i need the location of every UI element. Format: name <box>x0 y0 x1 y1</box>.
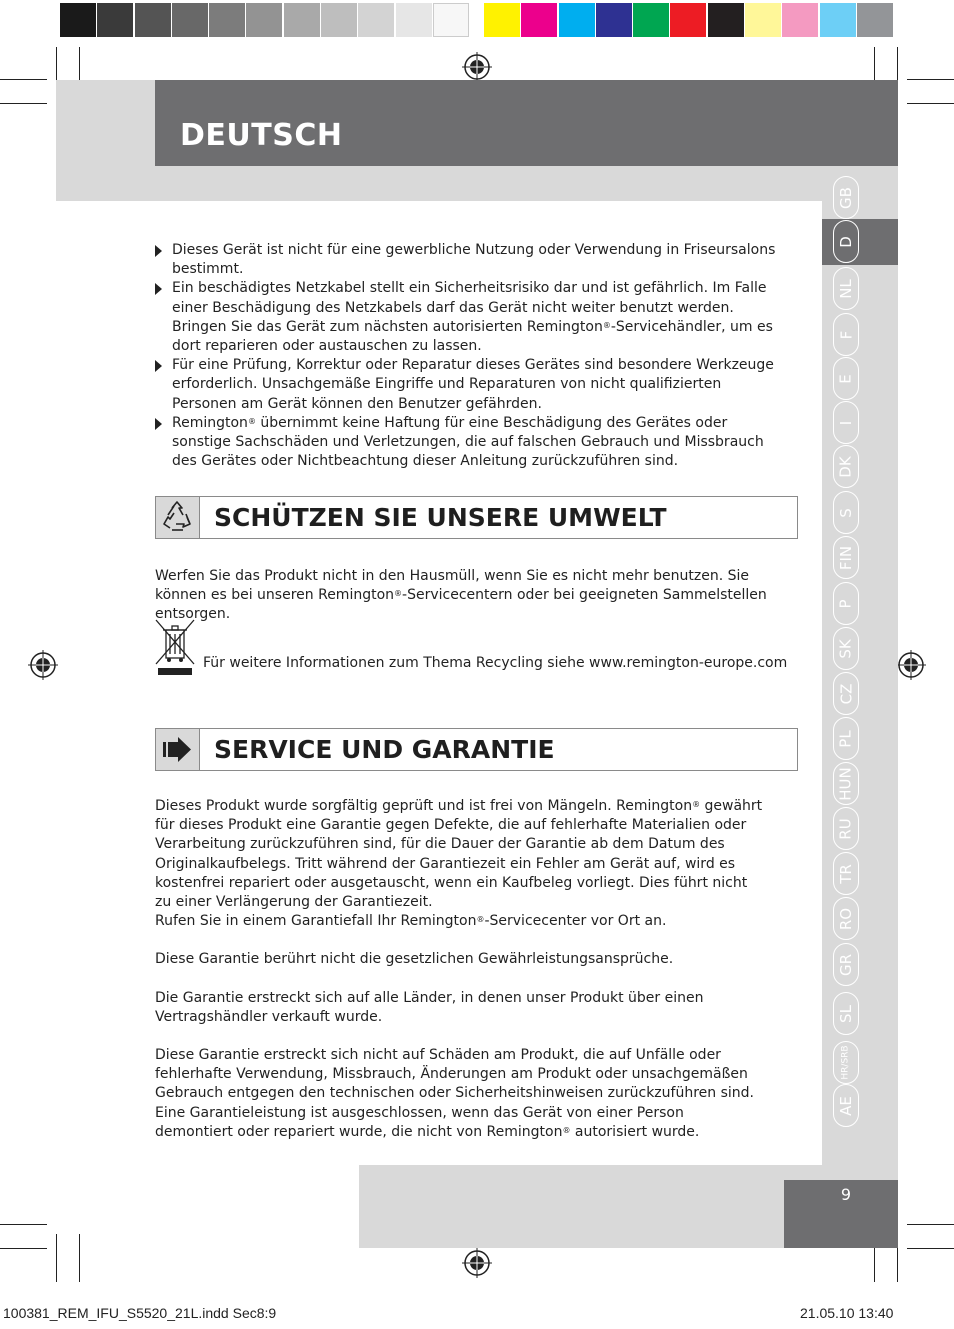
language-tab-label: D <box>837 235 855 248</box>
recycle-icon <box>156 497 200 538</box>
language-tab-label: CZ <box>837 683 855 704</box>
language-tab-label: E <box>836 373 855 384</box>
footer-datetime: 21.05.10 13:40 <box>800 1305 894 1321</box>
page-number: 9 <box>840 1185 852 1204</box>
language-tab-label: FIN <box>837 545 855 570</box>
section-environment-header <box>155 496 798 539</box>
recycling-info: Für weitere Informationen zum Thema Recycling siehe www.remington-europe.com <box>203 655 788 671</box>
language-tab-fin[interactable] <box>833 536 859 579</box>
service-paragraph: Diese Garantie erstreckt sich nicht auf Schäden am Produkt, die auf Unfälle oder fehlerhafte Verwendung, Missbrauch, Änderungen am Produkt oder unsachgemäßen Gebrauch entgegen den technischen oder Sicherheitshinweisen zurückzuführen sind. Eine Garantieleistung ist ausgeschlossen, wenn das Gerät von einer Person demontiert oder repariert wurde, die nicht von Remington® autorisiert wurde. <box>155 1047 754 1140</box>
language-tab-label: HUN <box>837 766 856 801</box>
registration-mark-icon <box>462 52 492 82</box>
color-calibration-bar <box>60 3 470 37</box>
list-item <box>155 279 785 356</box>
language-tab-gb[interactable] <box>833 176 859 219</box>
language-tab-ru[interactable] <box>833 807 859 850</box>
language-tab-nl[interactable] <box>833 267 859 310</box>
service-paragraph: Rufen Sie in einem Garantiefall Ihr Remington®-Servicecenter vor Ort an. <box>155 913 667 930</box>
language-tab-gr[interactable] <box>833 943 859 986</box>
language-tab-label: PL <box>837 729 855 748</box>
language-tab-label: S <box>837 507 855 518</box>
registration-mark-icon <box>896 650 926 680</box>
language-tab-label: SK <box>836 638 855 659</box>
service-paragraph: Dieses Produkt wurde sorgfältig geprüft und ist frei von Mängeln. Remington® gewährt für dieses Produkt eine Garantie gegen Defekte, die auf fehlerhafte Materialien oder Verarbeitung zurückzuführen sind, für die Dauer der Garantie ab dem Datum des Originalkaufbelegs. Tritt während der Garantiezeit ein Fehler am Gerät auf, wird es kostenfrei repariert oder ausgetauscht, wenn ein Kaufbeleg vorliegt. Dies führt nicht zu einer Verlängerung der Garantiezeit. <box>155 798 763 911</box>
language-tab-label: F <box>836 330 855 339</box>
arrow-right-icon <box>156 729 200 770</box>
language-tab-e[interactable] <box>833 357 859 400</box>
language-tab-d[interactable] <box>833 220 859 263</box>
registration-mark-icon <box>28 650 58 680</box>
language-tab-tr[interactable] <box>833 852 859 895</box>
language-tab-sl[interactable] <box>833 992 859 1035</box>
list-item: Für eine Prüfung, Korrektur oder Reparatur dieses Gerätes sind besondere Werkzeuge erforderlich. Unsachgemäße Eingriffe und Reparaturen von nicht qualifizierten Personen am Gerät können den Benutzer gefährden. <box>155 356 785 414</box>
language-tab-label: I <box>837 420 855 425</box>
weee-bin-icon <box>154 618 198 678</box>
section-service-header <box>155 728 798 771</box>
language-tab-pl[interactable] <box>833 717 859 760</box>
language-tab-p[interactable] <box>833 582 859 625</box>
section-title: SCHÜTZEN SIE UNSERE UMWELT <box>214 503 667 532</box>
safety-bullet-list <box>155 241 785 471</box>
bullet-text: Ein beschädigtes Netzkabel stellt ein Sicherheitsrisiko dar und ist gefährlich. Im Falle einer Beschädigung des Netzkabels darf das Gerät nicht weiter benutzt werden. Bringen Sie das Gerät zum nächsten autorisierten Remington®-Servicehändler, um es dort reparieren oder austauschen zu lassen. <box>172 280 773 355</box>
language-tab-label: AE <box>837 1095 855 1116</box>
language-tab-sk[interactable] <box>833 627 859 670</box>
language-tab-label: P <box>836 598 855 609</box>
list-item: Dieses Gerät ist nicht für eine gewerbliche Nutzung oder Verwendung in Friseursalons bestimmt. <box>155 241 785 279</box>
language-tab-label: HR/SRB <box>840 1045 851 1080</box>
language-tab-cz[interactable] <box>833 672 859 715</box>
language-tab-s[interactable] <box>833 491 859 534</box>
language-tab-label: SL <box>836 1004 855 1023</box>
page-title: DEUTSCH <box>180 118 343 153</box>
color-calibration-bar-cmyk <box>484 3 894 37</box>
language-tab-ro[interactable] <box>833 897 859 940</box>
section-title: SERVICE UND GARANTIE <box>214 735 555 764</box>
service-text <box>155 797 765 1142</box>
service-paragraph: Die Garantie erstreckt sich auf alle Länder, in denen unser Produkt über einen Vertragshändler verkauft wurde. <box>155 989 704 1025</box>
language-tab-dk[interactable] <box>833 445 859 488</box>
language-tab-f[interactable] <box>833 313 859 356</box>
language-tab-label: GR <box>836 953 855 976</box>
service-paragraph: Diese Garantie berührt nicht die gesetzlichen Gewährleistungsansprüche. <box>155 951 674 968</box>
language-tab-hun[interactable] <box>833 762 859 805</box>
language-tab-hr-srb[interactable] <box>833 1041 859 1084</box>
language-tab-label: TR <box>837 863 855 884</box>
language-tab-i[interactable] <box>833 401 859 444</box>
language-tab-ae[interactable] <box>833 1084 859 1127</box>
language-tab-label: RO <box>836 907 855 930</box>
language-tab-label: DK <box>836 455 855 478</box>
registration-mark-icon <box>462 1248 492 1278</box>
language-tab-label: RU <box>837 817 855 840</box>
list-item <box>155 414 785 472</box>
footer-file-info: 100381_REM_IFU_S5520_21L.indd Sec8:9 <box>3 1305 277 1321</box>
environment-text: Werfen Sie das Produkt nicht in den Hausmüll, wenn Sie es nicht mehr benutzen. Sie können es bei unseren Remington®-Servicecentern oder bei geeigneten Sammelstellen entsorgen. <box>155 568 767 623</box>
language-tab-label: NL <box>836 278 855 299</box>
bullet-text: Remington® übernimmt keine Haftung für eine Beschädigung des Gerätes oder sonstige Sachschäden und Verletzungen, die auf falschen Gebrauch und Missbrauch des Gerätes oder Nichtbeachtung dieser Anleitung zurückzuführen sind. <box>172 414 764 470</box>
language-tab-label: GB <box>836 186 855 209</box>
